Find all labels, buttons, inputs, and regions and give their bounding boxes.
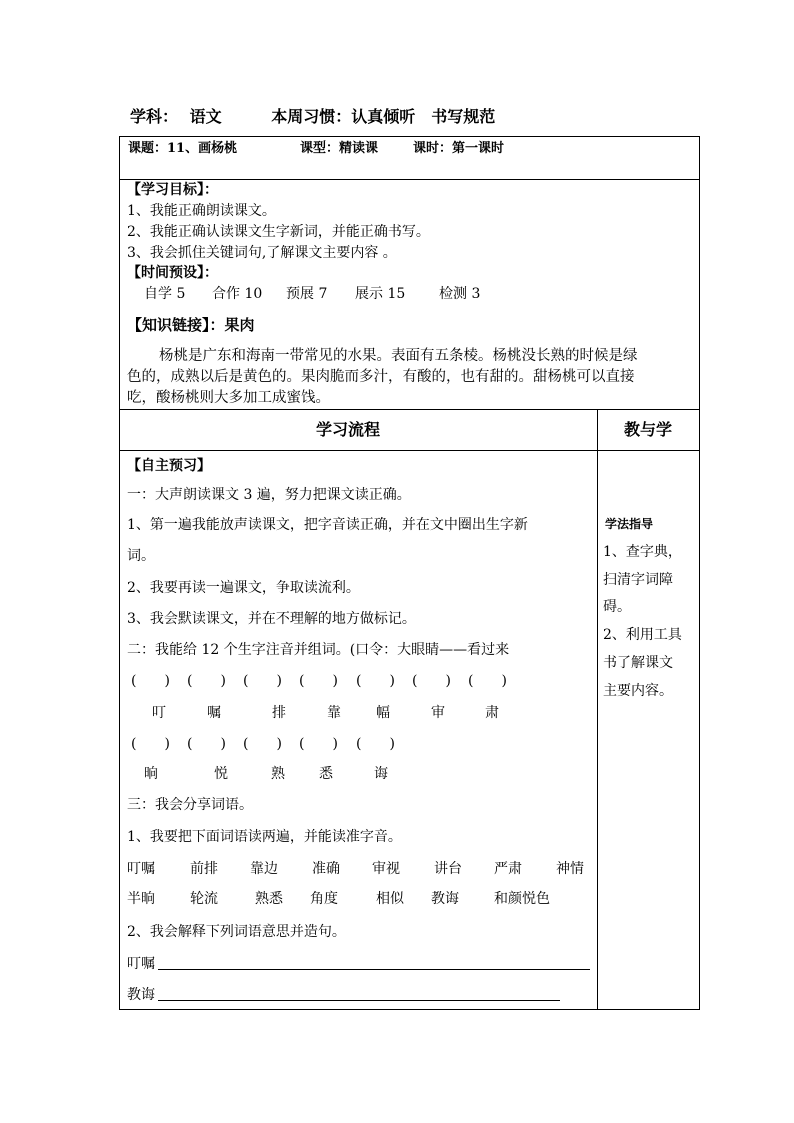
word-item: 审视 xyxy=(372,861,400,877)
pinyin-blank: ( ) xyxy=(356,736,395,752)
subject-value: 语文 xyxy=(189,107,222,126)
section-title: 【自主预习】 xyxy=(127,458,211,474)
lesson-period: 课时：第一课时 xyxy=(413,141,505,156)
char-item: 靠 xyxy=(327,705,341,721)
word-item: 熟悉 xyxy=(255,891,283,907)
time-item: 展示 15 xyxy=(355,286,406,302)
time-item: 自学 5 xyxy=(144,286,186,302)
word-item: 严肃 xyxy=(494,861,522,877)
habit-value: 认真倾听 书写规范 xyxy=(351,107,496,126)
word-item: 半晌 xyxy=(127,891,155,907)
goals-title: 【学习目标】： xyxy=(127,182,218,198)
divider-knowledge xyxy=(120,409,699,410)
column-process-header: 学习流程 xyxy=(316,420,381,439)
subject-label: 学科： xyxy=(130,107,179,126)
step-heading: 二：我能给 12 个生字注音并组词。(口令：大眼睛——看过来 xyxy=(127,642,510,658)
time-plan-title: 【时间预设】： xyxy=(127,265,218,281)
char-item: 晌 xyxy=(144,766,158,782)
char-item: 排 xyxy=(272,705,286,721)
char-item: 肃 xyxy=(485,705,499,721)
word-item: 神情 xyxy=(556,861,584,877)
step-heading: 一：大声朗读课文 3 遍，努力把课文读正确。 xyxy=(127,487,411,503)
pinyin-blank: ( ) xyxy=(356,673,395,689)
pinyin-blank: ( ) xyxy=(299,736,338,752)
word-item: 准确 xyxy=(312,861,340,877)
word-item: 和颜悦色 xyxy=(494,891,550,907)
fill-line[interactable] xyxy=(158,1000,560,1001)
step-item: 1、我要把下面词语读两遍，并能读准字音。 xyxy=(127,829,402,845)
word-item: 靠边 xyxy=(250,861,278,877)
fill-word: 叮嘱 xyxy=(127,956,155,972)
word-item: 前排 xyxy=(190,861,218,877)
pinyin-blank: ( ) xyxy=(131,673,170,689)
pinyin-blank: ( ) xyxy=(187,736,226,752)
word-item: 角度 xyxy=(310,891,338,907)
char-item: 熟 xyxy=(271,766,285,782)
knowledge-line: 杨桃是广东和海南一带常见的水果。表面有五条棱。杨桃没长熟的时候是绿 xyxy=(159,348,638,364)
divider-column-header xyxy=(120,450,699,451)
goal-item: 2、我能正确认读课文生字新词，并能正确书写。 xyxy=(127,224,430,240)
lesson-type: 课型：精读课 xyxy=(300,141,379,156)
step-item: 3、我会默读课文，并在不理解的地方做标记。 xyxy=(127,611,416,627)
pinyin-blank: ( ) xyxy=(299,673,338,689)
char-item: 嘱 xyxy=(207,705,221,721)
habit-label: 本周习惯： xyxy=(271,107,352,126)
teach-line: 主要内容。 xyxy=(603,683,673,699)
pinyin-blank: ( ) xyxy=(468,673,507,689)
teach-line: 扫清字词障 xyxy=(603,572,673,588)
pinyin-blank: ( ) xyxy=(243,736,282,752)
pinyin-blank: ( ) xyxy=(243,673,282,689)
step-item: 2、我要再读一遍课文，争取读流利。 xyxy=(127,580,360,596)
knowledge-title: 【知识链接】：果肉 xyxy=(127,316,255,334)
fill-word: 教诲 xyxy=(127,987,155,1003)
lesson-topic: 课题：11、画杨桃 xyxy=(128,141,238,156)
divider-info xyxy=(120,179,699,180)
goal-item: 1、我能正确朗读课文。 xyxy=(127,203,276,219)
word-item: 轮流 xyxy=(190,891,218,907)
step-heading: 三：我会分享词语。 xyxy=(127,797,253,813)
step-item: 1、第一遍我能放声读课文，把字音读正确，并在文中圈出生字新 xyxy=(127,517,528,533)
time-item: 检测 3 xyxy=(439,286,481,302)
knowledge-line: 色的，成熟以后是黄色的。果肉脆而多汁，有酸的，也有甜的。甜杨桃可以直接 xyxy=(127,369,635,385)
char-item: 审 xyxy=(431,705,445,721)
teach-line: 碍。 xyxy=(603,599,631,615)
time-item: 合作 10 xyxy=(212,286,263,302)
word-item: 叮嘱 xyxy=(127,861,155,877)
char-item: 悉 xyxy=(319,766,333,782)
word-item: 相似 xyxy=(376,891,404,907)
teach-line: 1、查字典， xyxy=(603,544,682,560)
step-item: 2、我会解释下列词语意思并造句。 xyxy=(127,924,346,940)
teach-line: 书了解课文 xyxy=(603,655,673,671)
char-item: 幅 xyxy=(376,705,390,721)
char-item: 悦 xyxy=(214,766,228,782)
pinyin-blank: ( ) xyxy=(187,673,226,689)
step-item: 词。 xyxy=(127,548,155,564)
pinyin-blank: ( ) xyxy=(131,736,170,752)
divider-column xyxy=(597,409,598,1009)
knowledge-line: 吃，酸杨桃则大多加工成蜜饯。 xyxy=(127,390,330,406)
word-item: 讲台 xyxy=(434,861,462,877)
teach-line: 2、利用工具 xyxy=(603,627,682,643)
char-item: 诲 xyxy=(374,766,388,782)
teach-title: 学法指导 xyxy=(605,517,654,531)
time-item: 预展 7 xyxy=(286,286,328,302)
pinyin-blank: ( ) xyxy=(412,673,451,689)
char-item: 叮 xyxy=(152,705,166,721)
word-item: 教诲 xyxy=(431,891,459,907)
goal-item: 3、我会抓住关键词句,了解课文主要内容 。 xyxy=(127,245,397,261)
fill-line[interactable] xyxy=(158,969,590,970)
page-header xyxy=(130,104,495,127)
column-teach-header: 教与学 xyxy=(624,420,673,439)
